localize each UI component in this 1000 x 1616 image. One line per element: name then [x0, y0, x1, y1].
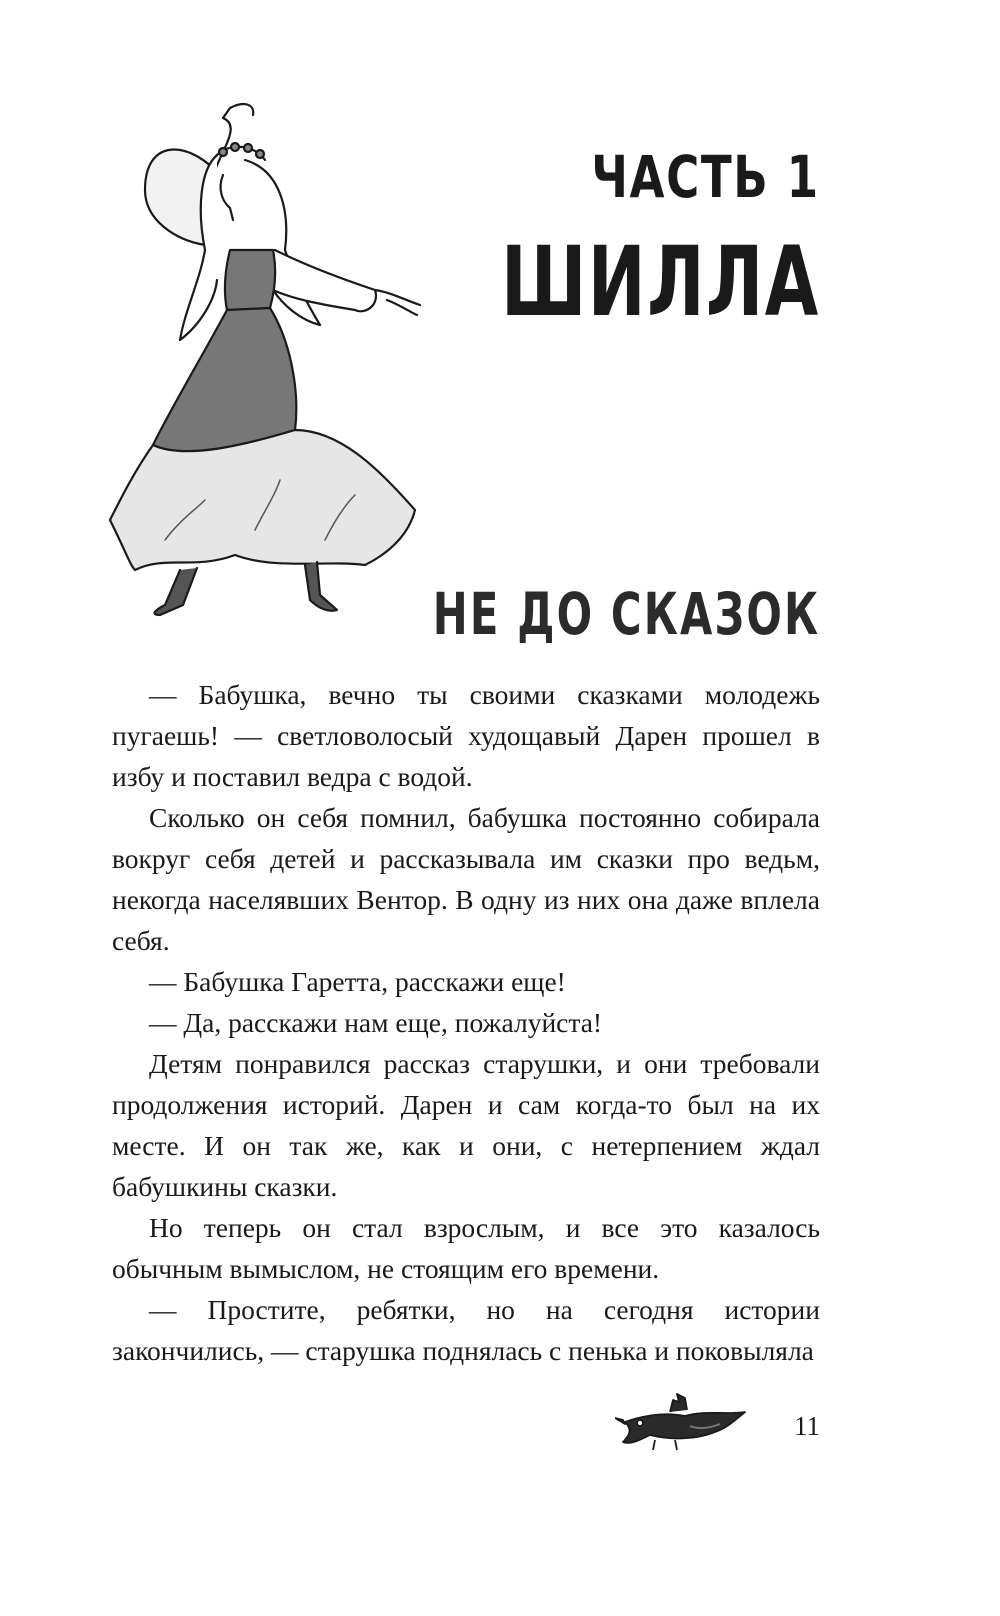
paragraph: — Бабушка, вечно ты своими сказками молодежь пугаешь! — светловолосый худощавый Дарен прошел в избу и поставил ведра с водой.: [112, 679, 820, 792]
part-label: ЧАСТЬ 1: [591, 143, 820, 211]
paragraph: — Простите, ребятки, но на сегодня истории закончились, — старушка поднялась с пенька и поковыляла: [112, 1294, 820, 1366]
raven-icon: [615, 1390, 750, 1452]
paragraph: — Бабушка Гаретта, расскажи еще!: [149, 966, 566, 997]
chapter-title: НЕ ДО СКАЗОК: [432, 580, 820, 648]
paragraph: Сколько он себя помнил, бабушка постоянно собирала вокруг себя детей и рассказывала им сказки про ведьм, некогда населявших Вентор. В одну из них она даже вплела себя.: [112, 802, 820, 956]
part-title: ШИЛЛА: [501, 226, 820, 338]
paragraph: Детям понравился рассказ старушки, и они требовали продолжения историй. Дарен и сам когда-то был на их месте. И он так же, как и они, с нетерпением ждал бабушкины сказки.: [112, 1048, 820, 1202]
page-number: 11: [794, 1411, 820, 1441]
part-heading: [377, 143, 820, 338]
paragraph: — Да, расскажи нам еще, пожалуйста!: [149, 1007, 603, 1038]
body-text: [112, 674, 820, 1371]
paragraph: Но теперь он стал взрослым, и все это казалось обычным вымыслом, не стоящим его времени.: [112, 1212, 820, 1284]
